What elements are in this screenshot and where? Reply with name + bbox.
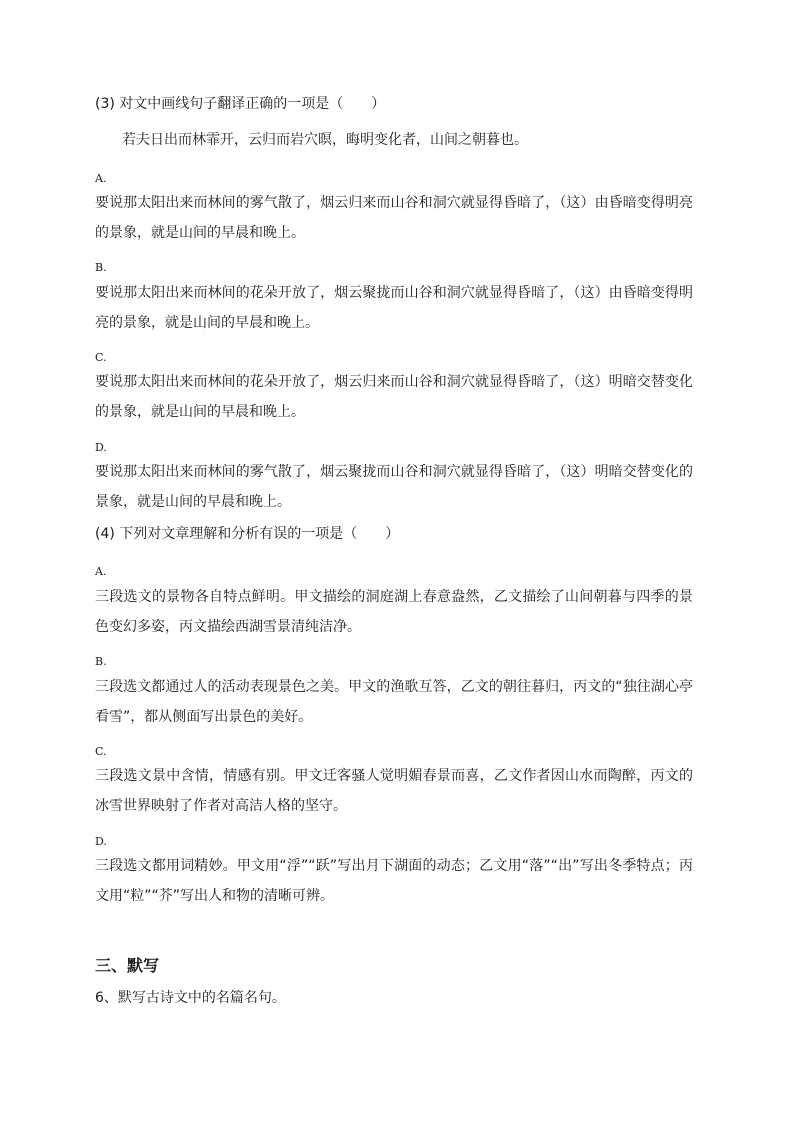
q3-option-d-text: 要说那太阳出来而林间的雾气散了，烟云聚拢而山谷和洞穴就显得昏暗了，（这）明暗交替变化的景象，就是山间的早晨和晚上。 bbox=[95, 464, 693, 510]
q4-option-c-text: 三段选文景中含情，情感有别。甲文迁客骚人觉明媚春景而喜，乙文作者因山水而陶醉，丙文的冰雪世界映射了作者对高洁人格的坚守。 bbox=[95, 768, 693, 814]
q3-option-b-letter: B. bbox=[95, 261, 107, 274]
section-title: 三、默写 bbox=[95, 956, 160, 975]
q4-option-b-letter: B. bbox=[95, 655, 107, 668]
question-4-stem: (4) 下列对文章理解和分析有误的一项是（ ） bbox=[95, 526, 400, 542]
q4-option-d-letter: D. bbox=[95, 835, 107, 848]
q3-option-a-letter: A. bbox=[95, 172, 107, 185]
q4-option-d-text: 三段选文都用词精妙。甲文用“浮”“跃”写出月下湖面的动态；乙文用“落”“出”写出冬季特点；丙文用“粒”“芥”写出人和物的清晰可辨。 bbox=[95, 858, 693, 904]
question-3-stem: (3) 对文中画线句子翻译正确的一项是（ ） bbox=[95, 96, 386, 112]
q3-option-b-text: 要说那太阳出来而林间的花朵开放了，烟云聚拢而山谷和洞穴就显得昏暗了，（这）由昏暗变得明亮的景象，就是山间的早晨和晚上。 bbox=[95, 285, 693, 331]
q4-option-b-text: 三段选文都通过人的活动表现景色之美。甲文的渔歌互答，乙文的朝往暮归，丙文的“独往湖心亭看雪”，都从侧面写出景色的美好。 bbox=[95, 679, 693, 725]
q4-option-a-letter: A. bbox=[95, 565, 107, 578]
question-3-quote: 若夫日出而林霏开，云归而岩穴暝，晦明变化者，山间之朝暮也。 bbox=[122, 132, 528, 148]
q3-option-c-letter: C. bbox=[95, 351, 107, 364]
q3-option-a-text: 要说那太阳出来而林间的雾气散了，烟云归来而山谷和洞穴就显得昏暗了，（这）由昏暗变得明亮的景象，就是山间的早晨和晚上。 bbox=[95, 195, 693, 241]
q4-option-a-text: 三段选文的景物各自特点鲜明。甲文描绘的洞庭湖上春意盎然，乙文描绘了山间朝暮与四季的景色变幻多姿，丙文描绘西湖雪景清纯洁净。 bbox=[95, 589, 693, 635]
q4-option-c-letter: C. bbox=[95, 745, 107, 758]
q3-option-d-letter: D. bbox=[95, 441, 107, 454]
question-6-stem: 6、默写古诗文中的名篇名句。 bbox=[95, 990, 286, 1006]
q3-option-c-text: 要说那太阳出来而林间的花朵开放了，烟云归来而山谷和洞穴就显得昏暗了，（这）明暗交替变化的景象，就是山间的早晨和晚上。 bbox=[95, 374, 693, 420]
